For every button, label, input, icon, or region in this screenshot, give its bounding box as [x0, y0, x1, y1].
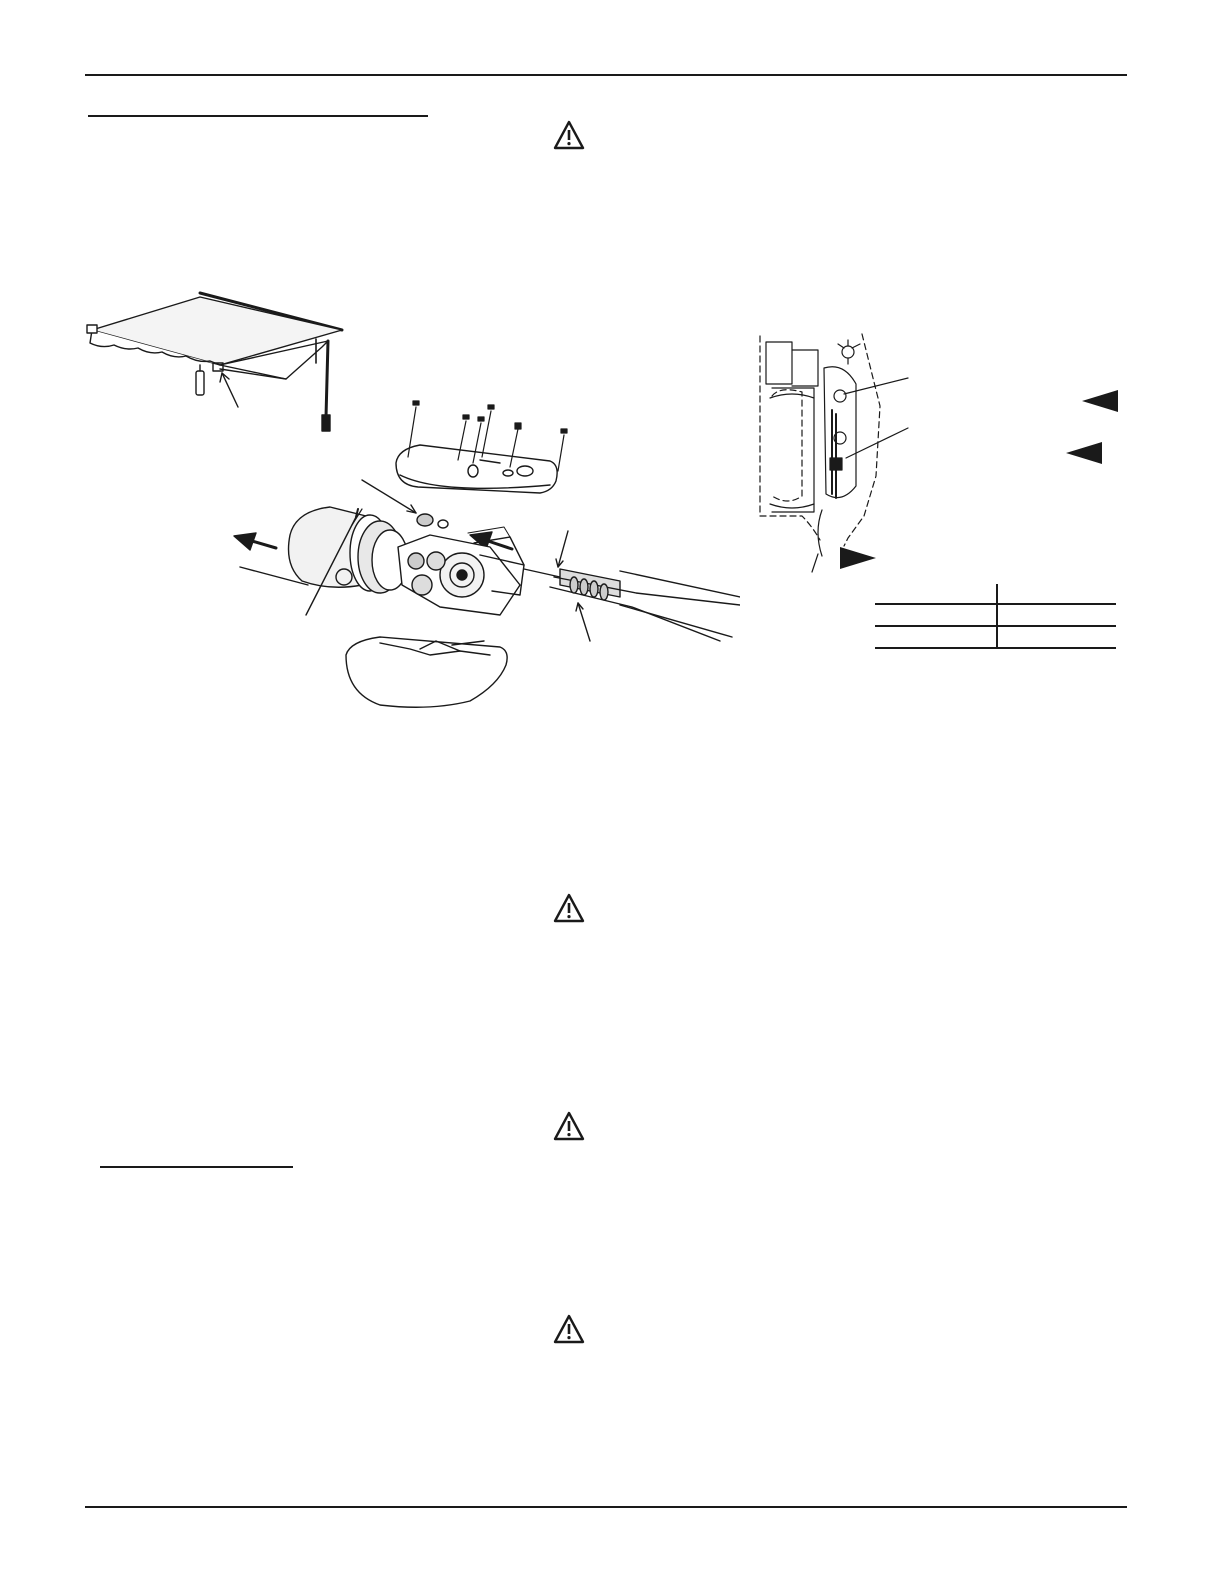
warning-triangle-icon — [553, 120, 585, 150]
left-pointing-triangle-marker — [1082, 390, 1118, 412]
table-cell — [875, 604, 996, 624]
awning-motor-exploded-diagram — [80, 285, 740, 725]
warning-triangle-icon — [553, 893, 585, 923]
motor-body — [766, 340, 860, 572]
section-heading-underline-1 — [88, 115, 428, 117]
motor-housing — [240, 507, 408, 615]
left-pointing-triangle-marker — [1066, 442, 1102, 464]
gearbox — [398, 527, 524, 615]
warning-triangle-icon — [553, 1111, 585, 1141]
header-rule — [85, 74, 1127, 76]
top-cover — [396, 401, 567, 493]
table-cell — [875, 584, 996, 604]
table-cell — [996, 604, 1117, 624]
table-row — [875, 584, 1116, 604]
table-row — [875, 604, 1116, 624]
bottom-cover — [346, 637, 507, 707]
right-pointing-triangle-marker — [840, 547, 876, 569]
footer-rule — [85, 1506, 1127, 1508]
warning-triangle-icon — [553, 1314, 585, 1344]
section-heading-underline-2 — [100, 1166, 293, 1168]
table-cell — [996, 584, 1117, 604]
awning-canopy — [87, 293, 342, 431]
drive-shaft-tube — [524, 531, 740, 641]
spec-table — [875, 584, 1116, 624]
